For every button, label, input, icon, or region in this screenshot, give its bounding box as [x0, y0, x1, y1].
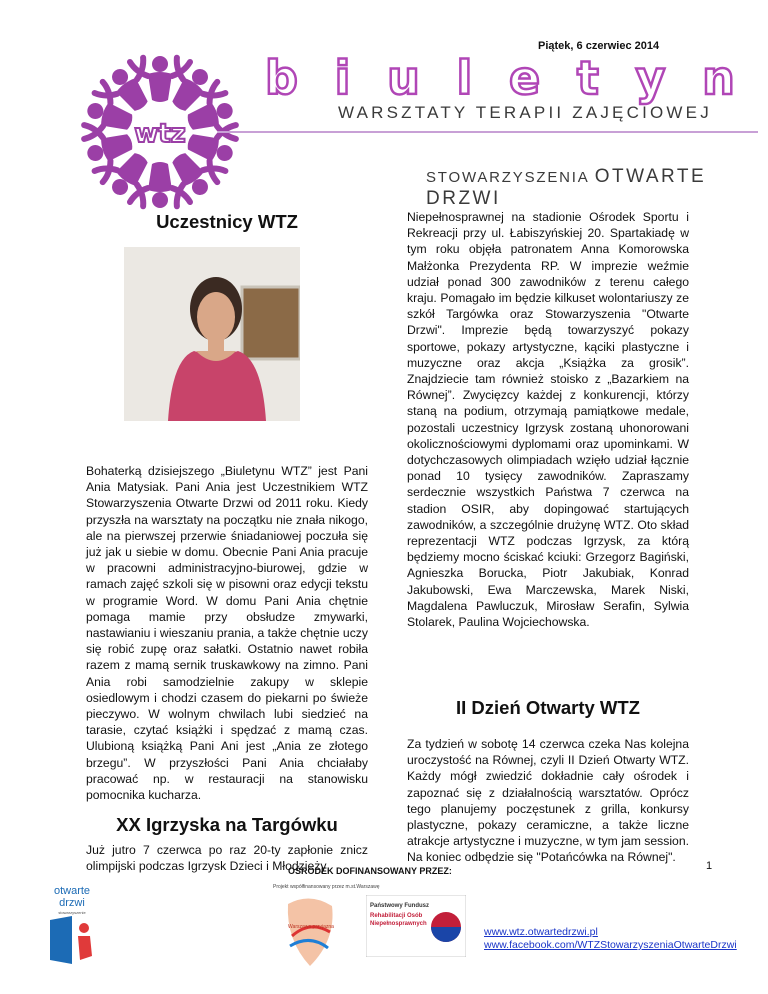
- article-title-open-day: II Dzień Otwarty WTZ: [456, 697, 640, 718]
- masthead-letter: b: [265, 51, 298, 105]
- footer-links: [484, 926, 737, 952]
- otwarte-drzwi-logo: [42, 880, 102, 970]
- svg-text:Państwowy Fundusz: Państwowy Fundusz: [370, 903, 430, 909]
- facebook-link[interactable]: www.facebook.com/WTZStowarzyszeniaOtwarteDrzwi: [484, 939, 737, 951]
- masthead-letter: t: [576, 51, 599, 105]
- association-name: OTWARTE DRZWI: [426, 166, 707, 209]
- masthead-letter: i: [334, 51, 351, 105]
- svg-text:Rehabilitacji Osób: Rehabilitacji Osób: [370, 913, 423, 919]
- association-line: [426, 166, 768, 210]
- participant-photo: [124, 247, 300, 421]
- masthead-letter: u: [387, 51, 420, 105]
- article-body-games-continued: Niepełnosprawnej na stadionie Ośrodek Sportu i Rekreacji przy ul. Łabiszyńskiej 20. Spartakiadę w tym roku objęła patronatem Anna Komorowska Małżonka Prezydenta RP. W imprezie weźmie udział ponad 300 zawodników z terenu całego kraju. Pomagało im będzie kilkuset wolontariuszy ze szkół Targówka oraz Stowarzyszenia "Otwarte Drzwi". Imprezie będą towarzyszyć pokazy sportowe, pokazy artystyczne, kąciki plastyczne i muzyczne oraz akcja „Książka za grosik”. Znajdziecie tam również stoisko z „Bazarkiem na Równej”. Zwycięzcy każdej z konkurencji, którzy staną na podium, otrzymają pamiątkowe medale, pozostali uczestnicy Igrzysk zostaną uhonorowani okolicznościowymi dyplomami oraz upominkami. W dotychczasowych olimpiadach wzięło udział łącznie ponad 10 tysięcy zawodników. Zapraszamy serdecznie wszystkich Państwa 7 czerwca na stadion OSIR, aby dopingować startujących zawodników, a szczególnie drużynę WTZ. Oto skład reprezentacji WTZ podczas Igrzysk, za którą będziemy mocno ściskać kciuki: Grzegorz Bagiński, Agnieszka Borucka, Piotr Jakubiak, Konrad Jakubowski, Ewa Marczewska, Marek Niski, Magdalena Pawluczuk, Mirosław Serafin, Sylwia Stolarek, Paulina Wojciechowska.: [407, 210, 689, 630]
- header-divider: [218, 131, 758, 133]
- svg-text:stowarzyszenie: stowarzyszenie: [58, 910, 86, 915]
- article-body-open-day: Za tydzień w sobotę 14 czerwca czeka Nas kolejna uroczystość na Równej, czyli II Dzień Otwarty WTZ. Każdy mógł zwiedzić dokładnie cały ośrodek i zapoznać się z działalnością warsztatów. Oprócz tego planujemy poczęstunek z grilla, konkursy plastyczne, pokazy ceramiczne, a także liczne atrakcje artystyczne i muzyczne, w tym jam session. Na koniec odbędzie się "Potańcówka na Równej".: [407, 737, 689, 865]
- cofunding-caption: Projekt współfinansowany przez m.st.Warszawę: [273, 884, 380, 890]
- svg-text:Warszawa przyjazna: Warszawa przyjazna: [288, 924, 334, 930]
- article-title-participants: Uczestnicy WTZ: [156, 211, 298, 232]
- article-title-games: XX Igrzyska na Targówku: [116, 814, 338, 835]
- funded-by-label: OŚRODEK DOFINANSOWANY PRZEZ:: [288, 866, 452, 876]
- page-number: 1: [706, 860, 713, 872]
- masthead-letter: l: [456, 51, 473, 105]
- svg-text:Niepełnosprawnych: Niepełnosprawnych: [370, 921, 427, 927]
- masthead-letter: e: [508, 51, 541, 105]
- svg-text:otwarte: otwarte: [53, 885, 91, 897]
- logo-text: wtz: [134, 119, 186, 149]
- warsaw-logo: [280, 890, 340, 970]
- website-link[interactable]: www.wtz.otwartedrzwi.pl: [484, 926, 598, 938]
- masthead-subtitle: WARSZTATY TERAPII ZAJĘCIOWEJ: [338, 103, 712, 122]
- article-body-participants: Bohaterką dzisiejszego „Biuletynu WTZ” jest Pani Ania Matysiak. Pani Ania jest Uczestnikiem WTZ Stowarzyszenia Otwarte Drzwi od 2011 roku. Kiedy przyszła na warsztaty na początku nie znała nikogo, ale na pierwszej przerwie śniadaniowej poczuła się już jak u siebie w domu. Obecnie Pani Ania pracuje w pracowni administracyjno-biurowej, gdzie w ramach zajęć szkoli się w pisowni oraz edycji tekstu w programie Word. W domu Pani Ania chętnie pomaga mamie przy obsłudze zmywarki, nastawianiu i wieszaniu prania, a także chętnie uczy się robić zupę oraz sałatki. Ostatnio nawet robiła razem z mamą sernik truskawkowy na zimno. Pani Ania robi samodzielnie zakupy w sklepie osiedlowym i chodzi czasem do piekarni po świeże pieczywo. W wolnym chwilach lubi siedzieć na tarasie, czytać książki i spędzać z mamą czas. Ulubioną książką Pani Ani jest „Ania ze złotego brzegu”. W przyszłości Pani Ania chciałaby pracować np. w restauracji na stanowisku pomocnika kucharza.: [86, 464, 368, 803]
- masthead-letter: y: [635, 51, 666, 105]
- pfron-logo: [366, 895, 466, 957]
- association-prefix: STOWARZYSZENIA: [426, 169, 589, 186]
- masthead-title: [265, 51, 735, 105]
- article-body-games-start: Już jutro 7 czerwca po raz 20-ty zapłonie znicz olimpijski podczas Igrzysk Dzieci i Młodzieży: [86, 843, 368, 874]
- issue-date: Piątek, 6 czerwiec 2014: [538, 40, 660, 52]
- masthead-letter: n: [702, 51, 735, 105]
- svg-text:drzwi: drzwi: [59, 897, 85, 909]
